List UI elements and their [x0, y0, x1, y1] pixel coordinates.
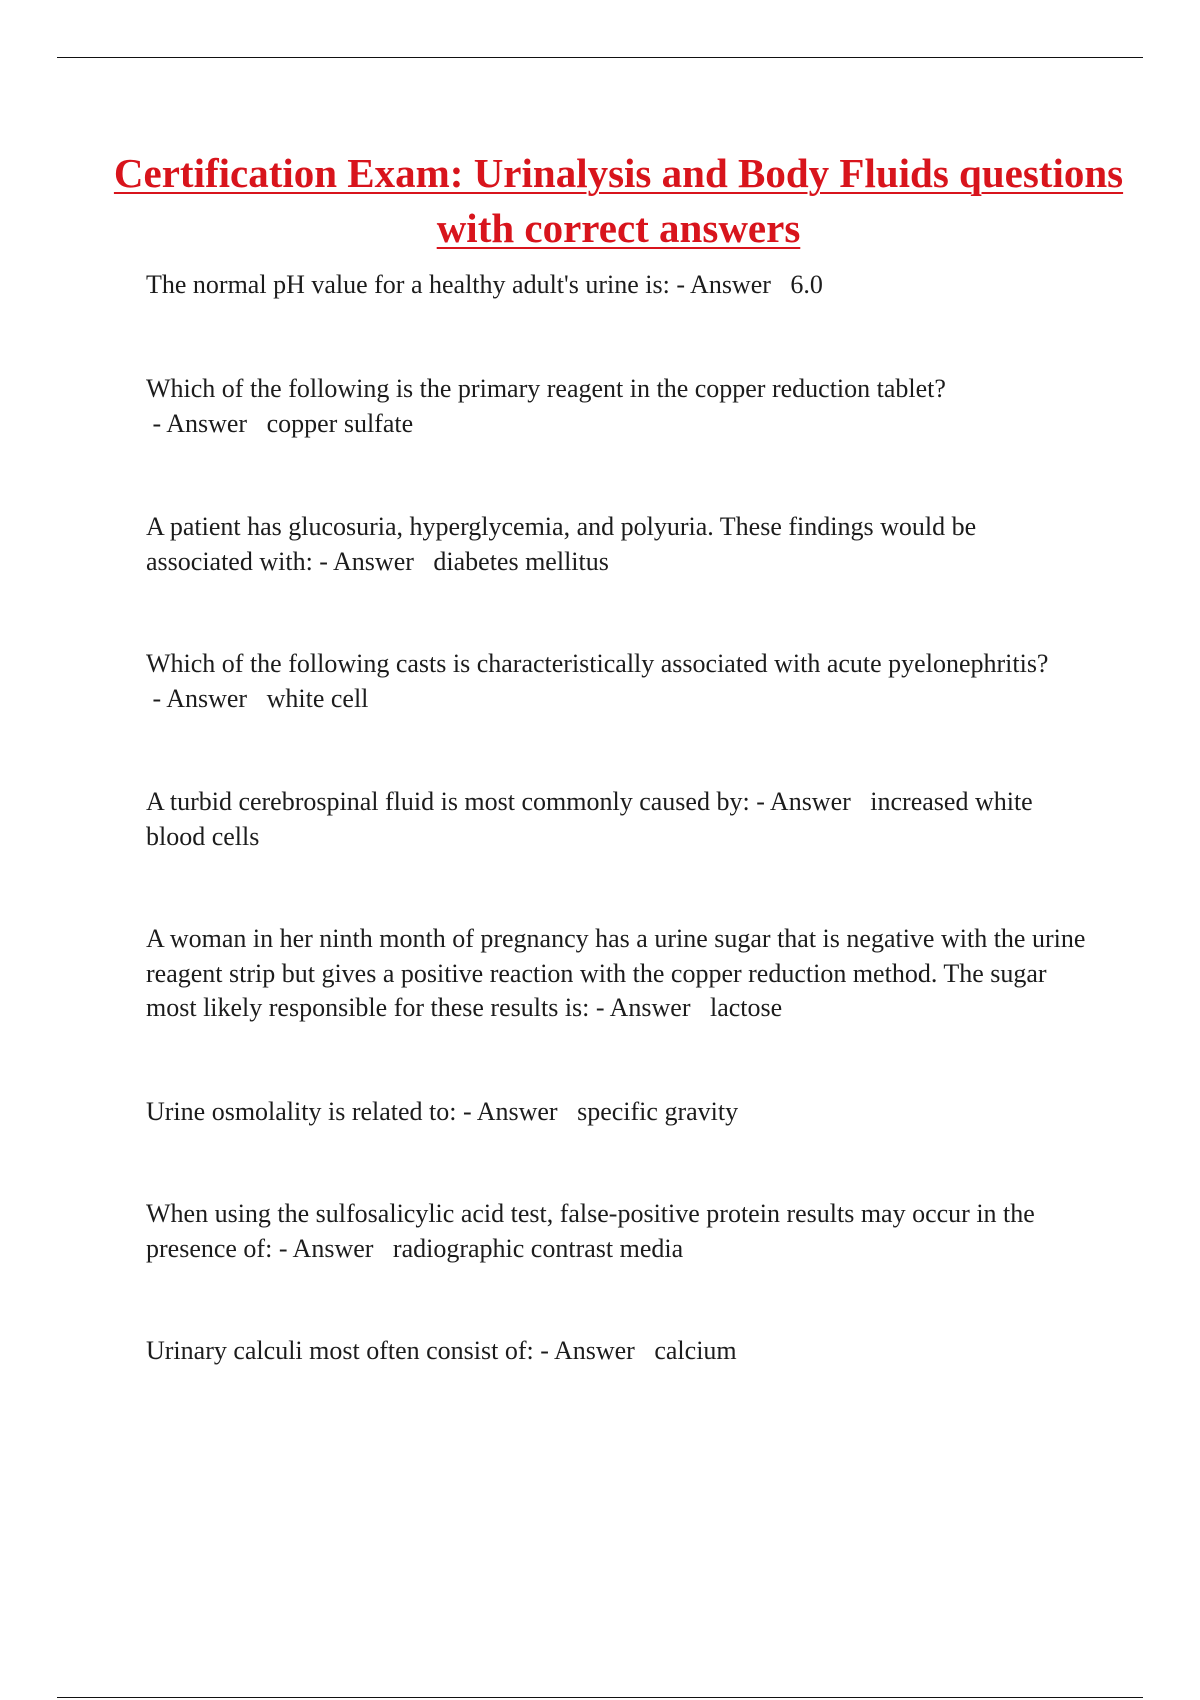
- top-divider: [57, 57, 1143, 58]
- answer-separator: - Answer: [669, 270, 791, 299]
- answer-separator: - Answer: [533, 1336, 655, 1365]
- answer-text: lactose: [709, 993, 783, 1022]
- question-text: A woman in her ninth month of pregnancy has a urine sugar that is negative with the urine reagent strip but gives a positive reaction with the copper reduction method. The sugar most likely responsible for these results is:: [146, 924, 1086, 1022]
- answer-separator: - Answer: [589, 993, 710, 1022]
- document-title: Certification Exam: Urinalysis and Body Fluids questions with correct answers: [113, 150, 1124, 251]
- qa-item-2: [146, 372, 1086, 441]
- answer-separator: - Answer: [146, 408, 267, 438]
- qa-item-6: [146, 922, 1086, 1026]
- answer-text: 6.0: [790, 270, 823, 299]
- bottom-divider: [57, 1697, 1143, 1698]
- question-text: Which of the following is the primary reagent in the copper reduction tablet?: [146, 374, 946, 403]
- answer-text: increased white blood cells: [146, 787, 1033, 851]
- question-text: The normal pH value for a healthy adult's urine is:: [146, 270, 670, 299]
- qa-item-3: [146, 510, 1086, 579]
- question-text: When using the sulfosalicylic acid test, false-positive protein results may occur in the presence of:: [146, 1199, 1035, 1263]
- answer-text: radiographic contrast media: [392, 1233, 684, 1263]
- question-text: A turbid cerebrospinal fluid is most commonly caused by:: [146, 787, 750, 816]
- question-text: Urine osmolality is related to:: [146, 1097, 457, 1126]
- answer-text: specific gravity: [577, 1097, 739, 1126]
- question-text: Which of the following casts is characteristically associated with acute pyelonephritis?: [146, 649, 1049, 678]
- question-text: A patient has glucosuria, hyperglycemia, and polyuria. These findings would be associated with:: [146, 512, 977, 576]
- qa-item-9: [146, 1334, 1086, 1369]
- answer-text: diabetes mellitus: [433, 546, 609, 576]
- answer-text: copper sulfate: [266, 408, 414, 438]
- qa-item-8: [146, 1197, 1086, 1266]
- answer-text: calcium: [654, 1336, 737, 1365]
- answer-text: white cell: [266, 683, 369, 713]
- answer-separator: - Answer: [312, 546, 434, 576]
- question-text: Urinary calculi most often consist of:: [146, 1336, 534, 1365]
- answer-separator: - Answer: [456, 1097, 578, 1126]
- qa-item-1: [146, 268, 1086, 303]
- answer-separator: - Answer: [749, 787, 871, 816]
- qa-item-5: [146, 785, 1086, 854]
- answer-separator: - Answer: [272, 1233, 393, 1263]
- qa-item-4: [146, 647, 1086, 716]
- qa-item-7: [146, 1095, 1086, 1130]
- answer-separator: - Answer: [146, 683, 267, 713]
